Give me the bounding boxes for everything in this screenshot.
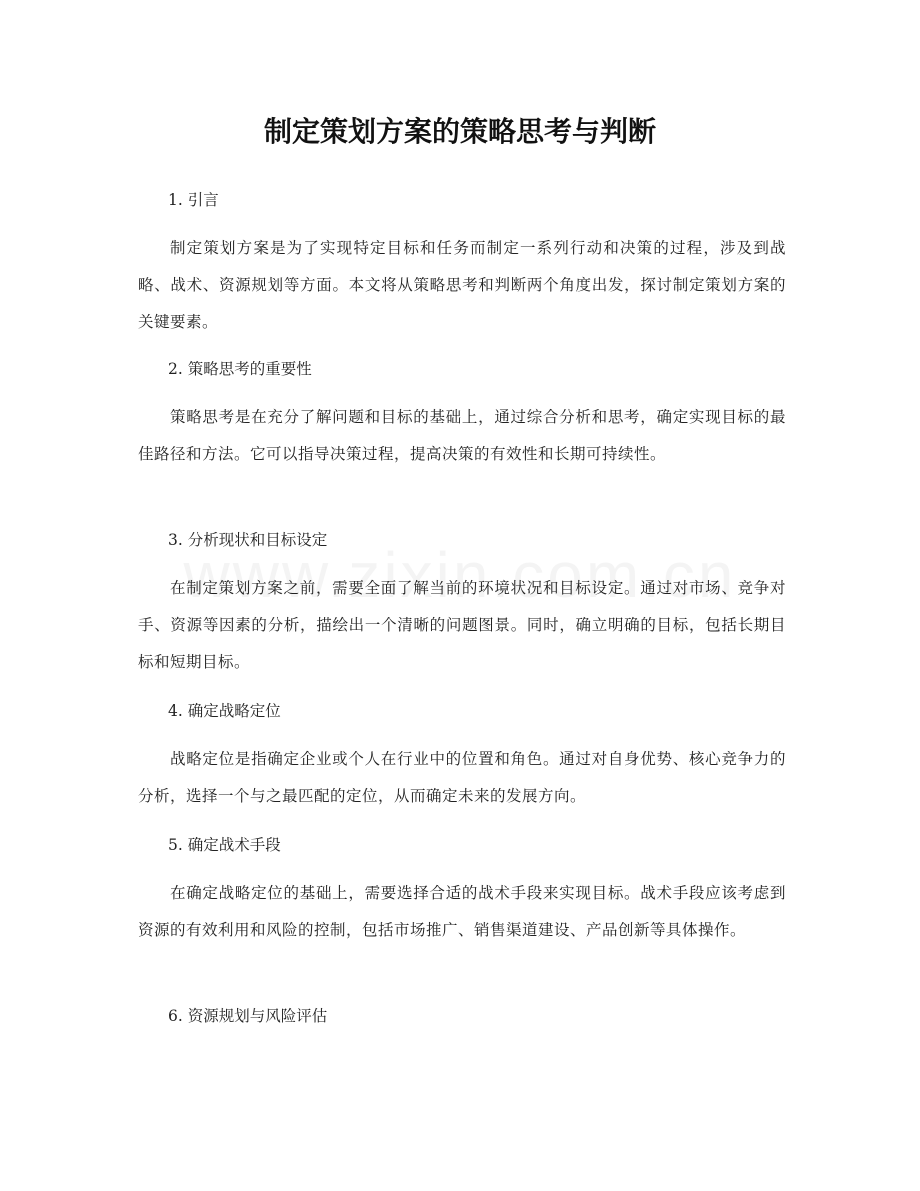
- section-heading-4: 4. 确定战略定位: [168, 702, 281, 720]
- section-heading-2: 2. 策略思考的重要性: [168, 360, 312, 378]
- section-heading-1: 1. 引言: [168, 191, 219, 209]
- section-body-5: 在确定战略定位的基础上，需要选择合适的战术手段来实现目标。战术手段应该考虑到资源的有效利用和风险的控制，包括市场推广、销售渠道建设、产品创新等具体操作。: [138, 884, 786, 939]
- section-body-2: 策略思考是在充分了解问题和目标的基础上，通过综合分析和思考，确定实现目标的最佳路径和方法。它可以指导决策过程，提高决策的有效性和长期可持续性。: [138, 408, 786, 463]
- section-heading-6: 6. 资源规划与风险评估: [168, 1007, 328, 1025]
- section-body-4: 战略定位是指确定企业或个人在行业中的位置和角色。通过对自身优势、核心竞争力的分析，选择一个与之最匹配的定位，从而确定未来的发展方向。: [138, 750, 786, 805]
- section-body-1: 制定策划方案是为了实现特定目标和任务而制定一系列行动和决策的过程，涉及到战略、战术、资源规划等方面。本文将从策略思考和判断两个角度出发，探讨制定策划方案的关键要素。: [138, 239, 786, 331]
- document-title: 制定策划方案的策略思考与判断: [263, 115, 656, 148]
- section-body-3: 在制定策划方案之前，需要全面了解当前的环境状况和目标设定。通过对市场、竞争对手、资源等因素的分析，描绘出一个清晰的问题图景。同时，确立明确的目标，包括长期目标和短期目标。: [138, 579, 786, 671]
- section-heading-3: 3. 分析现状和目标设定: [168, 531, 328, 549]
- section-heading-5: 5. 确定战术手段: [168, 836, 281, 854]
